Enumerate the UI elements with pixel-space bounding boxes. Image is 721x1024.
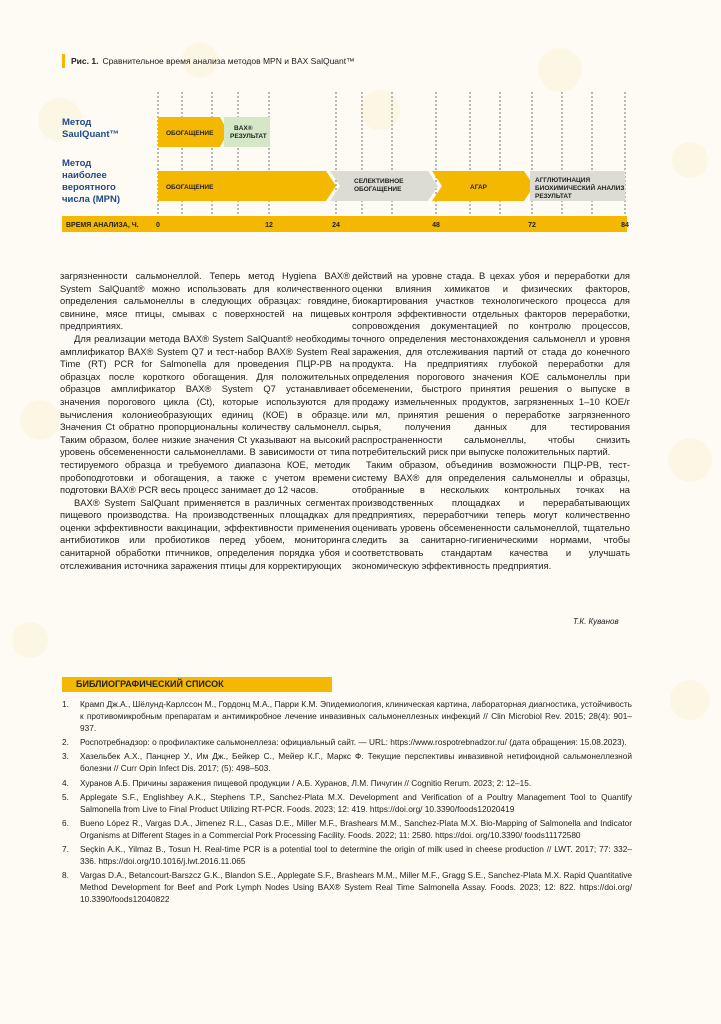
left-paragraph-1: загрязненности сальмонеллой. Теперь метод Hygiena BAX® System SalQuant® можно использовать для количественного определения сальмонеллы в следующих образцах: говядине, свинине, мясе птицы, смывах с поверхностей на пищевых предприятиях.: [60, 270, 350, 332]
tick-label-48: 48: [432, 222, 440, 229]
tick-label-72: 72: [528, 222, 536, 229]
author-signature: Т.К. Куванов: [573, 617, 619, 626]
bibliography-item: 3. Хазельбек А.Х., Панцнер У., Им Дж., Бейкер С., Мейер К.Г., Маркс Ф. Текущие перспективы инвазивной нетифоидной сальмонеллезной болезни // Curr Opin Infect Dis. 2017; (5): 498–503.: [62, 751, 632, 774]
right-column: [352, 270, 630, 572]
caption-text: Сравнительное время анализа методов MPN и BAX SalQuant™: [102, 56, 355, 66]
bibliography-item: 1. Крамп Дж.А., Шёлунд-Карлссон М., Гордонц М.А., Парри К.М. Эпидемиология, клиническая картина, лабораторная диагностика, устойчивость к противомикробным препаратам и антимикробное лечение инвазивных сальмонеллезных инфекций // Clin Microbiol Rev. 2015; 28(4): 901–937.: [62, 699, 632, 734]
method1-label: Метод SaulQuant™: [62, 117, 120, 140]
bibliography-item: 5. Applegate S.F., Englishbey A.K., Stephens T.P., Sanchez-Plata M.X. Development and Verification of a Poultry Management Tool to Quantify Salmonella from Live to Final Product Utilizing RT-PCR. Foods. 2023; 12: 419. https://doi.org/ 10.3390/foods12020419: [62, 791, 632, 814]
tick-label-0: 0: [156, 222, 160, 229]
bar2-final-label: АГГЛЮТИНАЦИЯ БИОХИМИЧЕСКИЙ АНАЛИЗ РЕЗУЛЬТАТ: [535, 177, 625, 200]
bibliography-item: 2. Роспотребнадзор: о профилактике сальмонеллеза: официальный сайт. — URL: https://www.rospotrebnadzor.ru/ (дата обращения: 15.08.2023).: [62, 737, 627, 748]
caption-label: Рис. 1.: [71, 56, 99, 66]
method2-label: Метод наиболее вероятного числа (MPN): [62, 158, 121, 205]
time-axis-label: ВРЕМЯ АНАЛИЗА, Ч.: [66, 222, 139, 229]
caption-accent-bar: [62, 54, 65, 68]
bar2-agar-label: АГАР: [470, 184, 487, 191]
left-column: [60, 270, 350, 572]
bar2-enrich-label: ОБОГАЩЕНИЕ: [166, 184, 214, 191]
bar1-result-segment: [224, 117, 270, 147]
bibliography-item: 7. Seçkin A.K., Yilmaz B., Tosun H. Real-time PCR is a potential tool to determine the origin of milk used in cheese production // LWT. 2017; 77: 332–336. https://doi.org/10.1016/j.lwt.2016.11.065: [62, 844, 632, 867]
bibliography-list: [62, 698, 632, 908]
bibliography-item: 6. Bueno López R., Vargas D.A., Jimenez R.L., Casas D.E., Miller M.F., Brashears M.M., Sanchez-Plata M.X. Bio-Mapping of Salmonella and Indicator Organisms at Different Stages in a Commercial Pork Processing Facility. Foods. 2022; 11: 2580. https://doi. org/10.3390/ foods11172580: [62, 817, 632, 840]
bar1-enrich-label: ОБОГАЩЕНИЕ: [166, 130, 214, 137]
time-axis-band: [62, 216, 627, 232]
tick-label-24: 24: [332, 222, 340, 229]
right-paragraph-1: действий на уровне стада. В цехах убоя и переработки для оценки влияния химикатов и физических факторов, биокартирования участков технологического процесса для контроля эффективности отдельных факторов переработки, сопровождения документацией по контролю процессов, точного определения местонахождения сальмонелл и уровня заражения, для отслеживания партий от стада до конечного продукта. На предприятиях глубокой переработки для определения порогового значения КОЕ сальмонеллы при обсеменении, быстрого принятия решения о выпуске в продажу измельченных продуктов, загрязненных 1–10 КОЕ/г или мл, принятия решения о переработке загрязненного сырья, получения данных для тестирования распространенности сальмонеллы, чтобы снизить потребительский риск при выпуске положительных партий.: [352, 270, 630, 458]
figure-caption: [62, 54, 355, 68]
bibliography-item: 4. Хуранов А.Б. Причины заражения пищевой продукции / А.Б. Хуранов, Л.М. Пичугин // Cognitio Rerum. 2023; 2: 12–15.: [62, 777, 532, 788]
bar1-result-label: BAX® РЕЗУЛЬТАТ: [230, 125, 267, 140]
tick-label-12: 12: [265, 222, 273, 229]
tick-label-84: 84: [621, 222, 629, 229]
left-paragraph-2: Для реализации метода BAX® System SalQuant® необходимы амплификатор BAX® System Q7 и тест-набор BAX® System Real Time (RT) PCR for Salmonella для проведения ПЦР-РВ на образцах после короткого обогащения. Для положительных образцов амплификатор BAX® System Q7 устанавливает значения порогового цикла (Ct), которые используются для вычисления колониеобразующих единиц (КОЕ) в образце. Значения Ct обратно пропорциональны количеству сальмонелл. Таким образом, более низкие значения Ct указывают на высокий уровень обсемененности сальмонеллами. В зависимости от типа тестируемого образца и требуемого диапазона КОЕ, методик пробоподготовки и обогащения, а также с учетом времени подготовки BAX® PCR весь процесс занимает до 12 часов.: [60, 332, 350, 496]
left-paragraph-3: BAX® System SalQuant применяется в различных сегментах пищевого производства. На производственных площадках для оценки эффективности вакцинации, эффективности применения антибиотиков или пробиотиков перед убоем, мониторинга санитарной обработки птичников, определения порядка убоя и отслеживания источника заражения птицы для корректирующих: [60, 496, 350, 571]
bar2-selective-label: СЕЛЕКТИВНОЕ ОБОГАЩЕНИЕ: [354, 178, 404, 193]
bibliography-item: 8. Vargas D.A., Betancourt-Barszcz G.K., Blandon S.E., Applegate S.F., Brashears M.M., Miller M.F., Gragg S.E., Sanchez-Plata M.X. Rapid Quantitative Method Development for Beef and Pork Lymph Nodes Using BAX® System Real Time Salmonella Assay. Foods. 2023; 12: 822. https://doi.org/ 10.3390/foods12040822: [62, 870, 632, 905]
timeline-chart: [62, 84, 662, 244]
right-paragraph-2: Таким образом, объединив возможности ПЦР-РВ, тест-систему BAX® для определения сальмонеллы и образцы, отобранные в нескольких контрольных точках на производственных площадках и перерабатывающих предприятиях, переработчики теперь могут количественно оценивать уровень обсемененности сальмонеллой, тщательно следить за санитарно-гигиеническими нормами, чтобы соответствовать стандартам качества и улучшать экономическую эффективность предприятия.: [352, 458, 630, 571]
bibliography-heading: БИБЛИОГРАФИЧЕСКИЙ СПИСОК: [62, 677, 332, 692]
